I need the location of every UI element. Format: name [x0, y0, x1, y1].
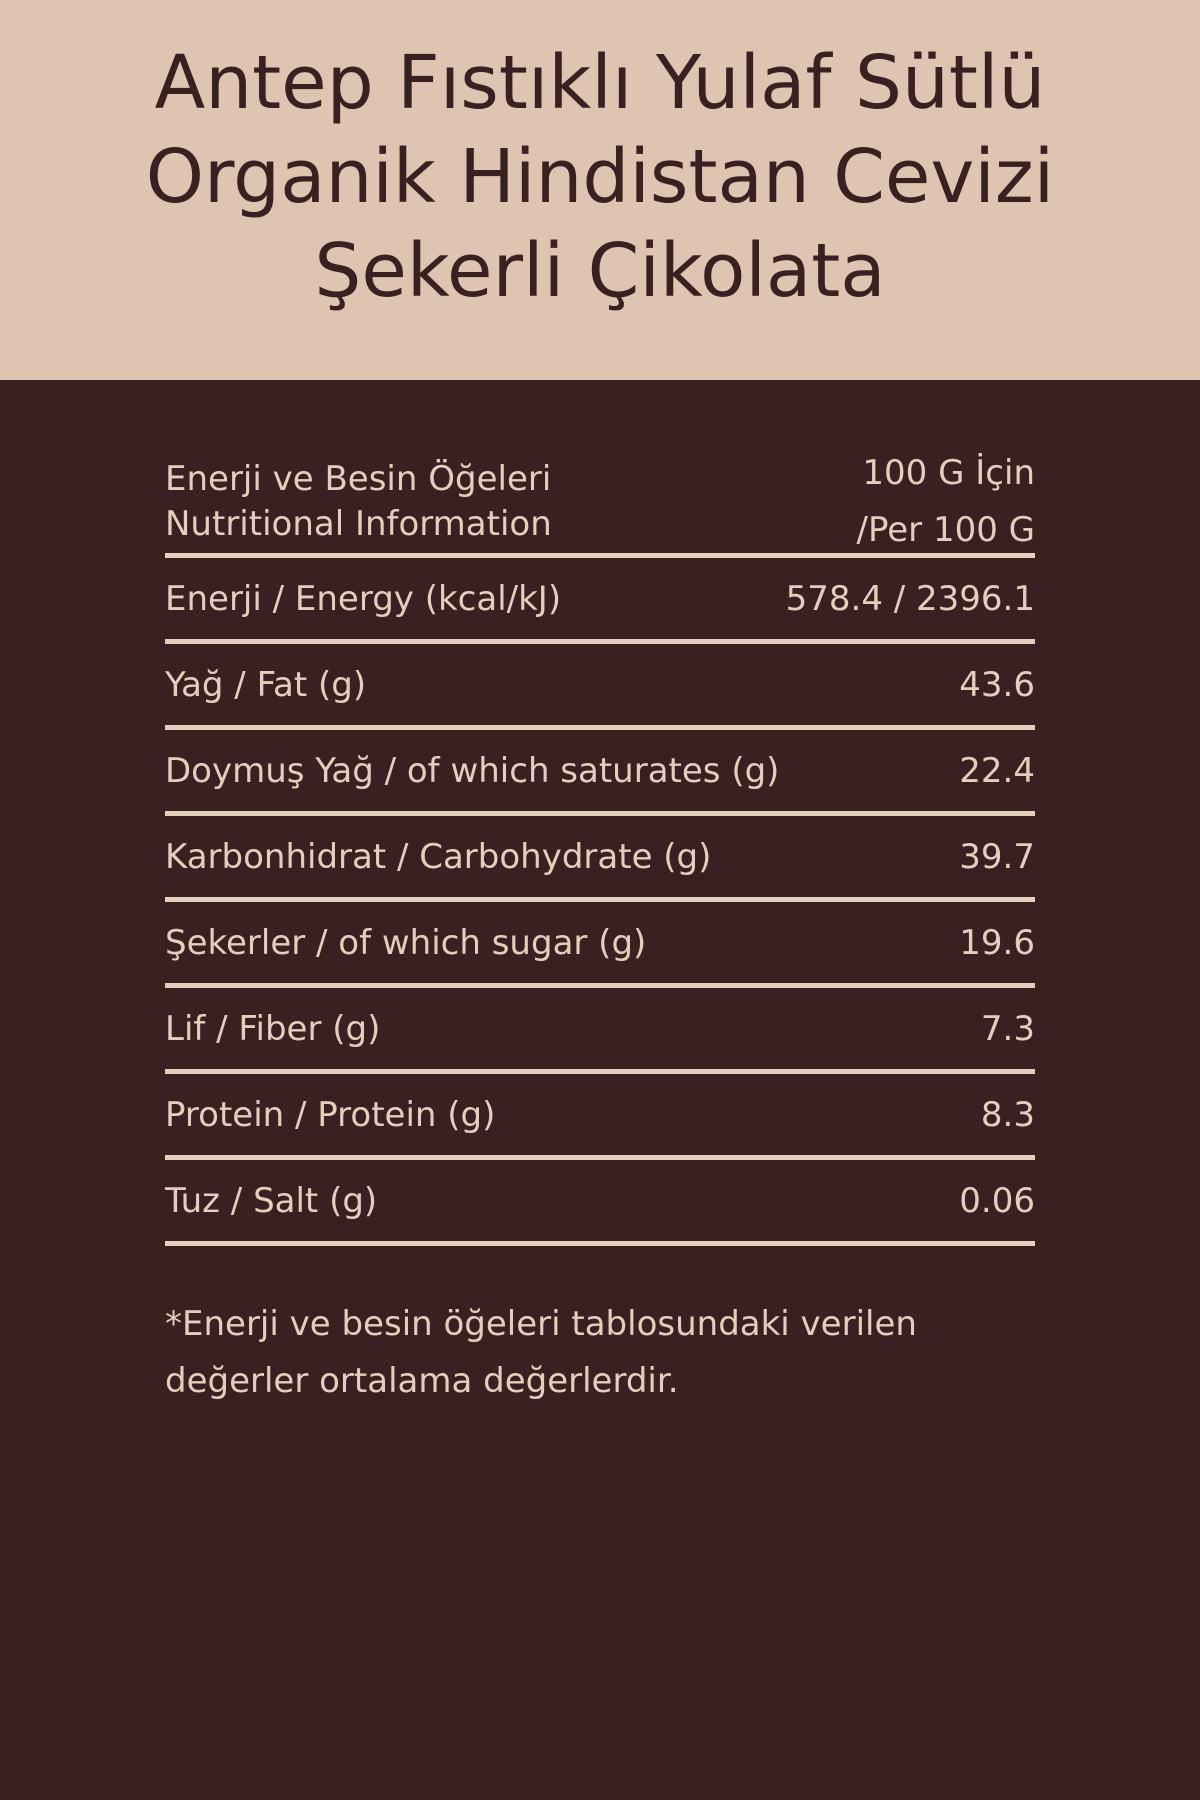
- table-row-fiber: [165, 988, 1035, 1074]
- row-value: 19.6: [959, 922, 1035, 963]
- nutrition-table: [165, 445, 1035, 1246]
- table-row-carbohydrate: [165, 816, 1035, 902]
- footnote-line-2: değerler ortalama değerlerdir.: [165, 1361, 679, 1401]
- row-label: Karbonhidrat / Carbohydrate (g): [165, 836, 712, 877]
- row-label: Doymuş Yağ / of which saturates (g): [165, 750, 780, 791]
- table-row-saturates: [165, 730, 1035, 816]
- table-row-protein: [165, 1074, 1035, 1160]
- row-value: 7.3: [980, 1008, 1035, 1049]
- header-band: [0, 0, 1200, 380]
- table-row-fat: [165, 644, 1035, 730]
- row-label: Tuz / Salt (g): [165, 1180, 378, 1221]
- table-row-salt: [165, 1160, 1035, 1246]
- header-serving-tr: 100 G İçin: [862, 453, 1035, 493]
- row-value: 43.6: [959, 664, 1035, 705]
- row-label: Protein / Protein (g): [165, 1094, 496, 1135]
- table-row-sugar: [165, 902, 1035, 988]
- product-title-line-3: Şekerli Çikolata: [314, 228, 886, 314]
- header-serving: [857, 445, 1036, 559]
- header-label-en: Nutritional Information: [165, 504, 552, 544]
- header-serving-en: /Per 100 G: [856, 510, 1035, 550]
- wave-divider: [0, 330, 1200, 390]
- product-title-line-2: Organik Hindistan Cevizi: [145, 134, 1055, 220]
- header-label: [165, 445, 552, 547]
- row-value: 39.7: [959, 836, 1035, 877]
- row-value: 22.4: [959, 750, 1035, 791]
- row-value: 0.06: [959, 1180, 1035, 1221]
- product-title: [60, 36, 1140, 318]
- row-label: Yağ / Fat (g): [165, 664, 367, 705]
- table-row-energy: [165, 558, 1035, 644]
- header-label-tr: Enerji ve Besin Öğeleri: [165, 459, 552, 499]
- row-label: Şekerler / of which sugar (g): [165, 922, 647, 963]
- row-label: Enerji / Energy (kcal/kJ): [165, 578, 562, 619]
- row-value: 8.3: [980, 1094, 1035, 1135]
- nutrition-table-header: [165, 445, 1035, 558]
- row-label: Lif / Fiber (g): [165, 1008, 381, 1049]
- footnote-line-1: *Enerji ve besin öğeleri tablosundaki verilen: [165, 1304, 917, 1344]
- row-value: 578.4 / 2396.1: [785, 578, 1035, 619]
- footnote: [165, 1296, 1065, 1410]
- product-title-line-1: Antep Fıstıklı Yulaf Sütlü: [154, 40, 1046, 126]
